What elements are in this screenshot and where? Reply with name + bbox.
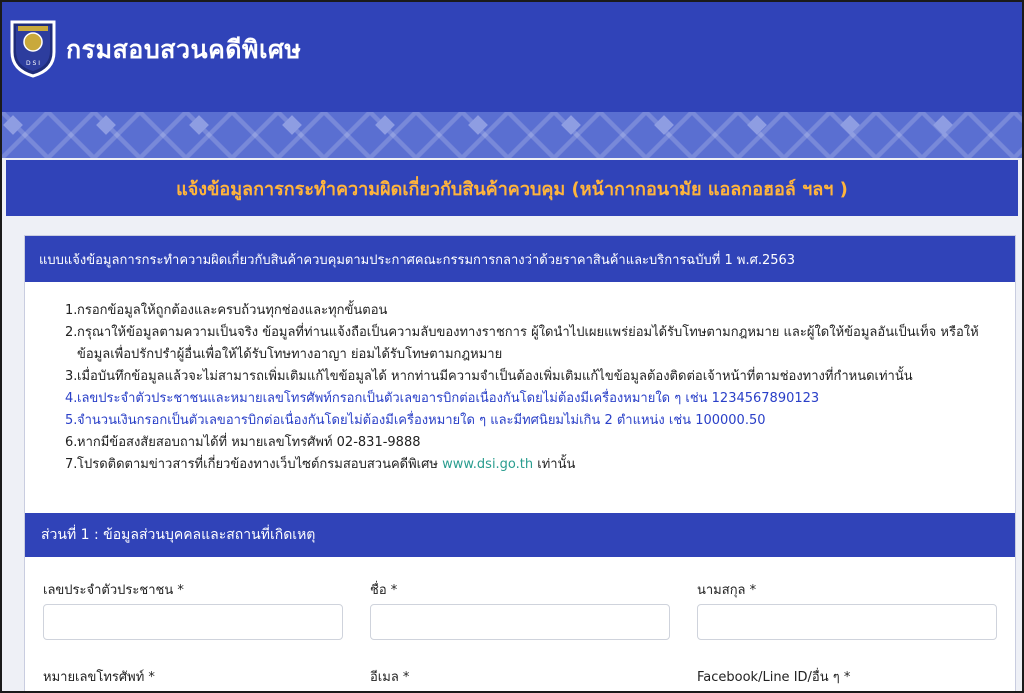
- list-item: 6. หากมีข้อสงสัยสอบถามได้ที่ หมายเลขโทรศัพท์ 02-831-9888: [65, 435, 421, 450]
- phone-label: หมายเลขโทรศัพท์ *: [43, 670, 155, 685]
- list-item: 1. กรอกข้อมูลให้ถูกต้องและครบถ้วนทุกช่องและทุกขั้นตอน: [65, 303, 388, 318]
- list-item: 5. จำนวนเงินกรอกเป็นตัวเลขอารบิกต่อเนื่องกันโดยไม่ต้องมีเครื่องหมายใด ๆ และมีทศนิยมไม่เกิน 2 ตำแหน่ง เช่น 100000.50: [65, 413, 766, 428]
- first-name-label: ชื่อ *: [370, 583, 398, 598]
- email-label: อีเมล *: [370, 670, 410, 685]
- list-item: 3. เมื่อบันทึกข้อมูลแล้วจะไม่สามารถเพิ่มเติมแก้ไขข้อมูลได้ หากท่านมีความจำเป็นต้องเพิ่มเติมแก้ไขข้อมูลต้องติดต่อเจ้าหน้าที่ตามช่องทางที่กำหนดเท่านั้น: [65, 369, 913, 384]
- dsi-website-link[interactable]: www.dsi.go.th: [442, 457, 534, 472]
- panel-title: แบบแจ้งข้อมูลการกระทำความผิดเกี่ยวกับสินค้าควบคุมตามประกาศคณะกรรมการกลางว่าด้วยราคาสินค้าและบริการฉบับที่ 1 พ.ศ.2563: [25, 236, 1015, 282]
- list-item: 2. กรุณาให้ข้อมูลตามความเป็นจริง ข้อมูลที่ท่านแจ้งถือเป็นความลับของทางราชการ ผู้ใดนำไปเผยแพร่ย่อมได้รับโทษตามกฎหมาย และผู้ใดให้ข้อมูลอันเป็นเท็จ หรือให้ข้อมูลเพื่อปรักปรำผู้อื่นเพื่อให้ได้รับโทษทางอาญา ย่อมได้รับโทษตามกฎหมาย: [65, 325, 979, 362]
- social-id-label: Facebook/Line ID/อื่น ๆ *: [697, 670, 851, 685]
- list-item: 4. เลขประจำตัวประชาชนและหมายเลขโทรศัพท์กรอกเป็นตัวเลขอารบิกต่อเนื่องกันโดยไม่ต้องมีเครื่องหมายใด ๆ เช่น 1234567890123: [65, 391, 820, 406]
- page-heading: แจ้งข้อมูลการกระทำความผิดเกี่ยวกับสินค้าควบคุม (หน้ากากอนามัย แอลกอฮอล์ ฯลฯ ): [6, 158, 1018, 216]
- citizen-id-label: เลขประจำตัวประชาชน *: [43, 583, 184, 598]
- last-name-input[interactable]: [697, 604, 997, 640]
- decorative-pattern-band: [2, 112, 1022, 158]
- site-header: [2, 2, 1022, 112]
- citizen-id-input[interactable]: [43, 604, 343, 640]
- logo-text: D S I: [25, 60, 41, 67]
- site-title[interactable]: กรมสอบสวนคดีพิเศษ: [66, 35, 302, 64]
- section-1-title: ส่วนที่ 1 : ข้อมูลส่วนบุคคลและสถานที่เกิดเหตุ: [25, 513, 1015, 557]
- first-name-input[interactable]: [370, 604, 670, 640]
- dsi-logo-icon[interactable]: [8, 18, 58, 78]
- last-name-label: นามสกุล *: [697, 583, 757, 598]
- list-item: 7. โปรดติดตามข่าวสารที่เกี่ยวข้องทางเว็บไซต์กรมสอบสวนคดีพิเศษ www.dsi.go.th เท่านั้น: [65, 457, 576, 472]
- instructions-list: [65, 300, 1005, 476]
- report-form-panel: [24, 235, 1016, 693]
